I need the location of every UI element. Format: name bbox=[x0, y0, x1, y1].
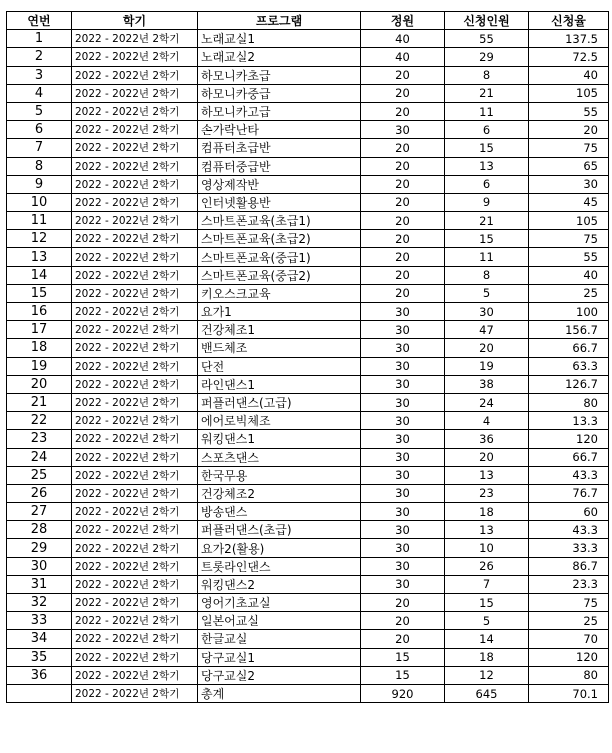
cell-rate: 66.7 bbox=[529, 339, 609, 357]
cell-program: 컴퓨터중급반 bbox=[198, 157, 361, 175]
cell-capacity: 20 bbox=[361, 175, 445, 193]
cell-rate: 65 bbox=[529, 157, 609, 175]
cell-applicants: 5 bbox=[445, 284, 529, 302]
cell-no: 17 bbox=[7, 321, 72, 339]
cell-program: 하모니카중급 bbox=[198, 84, 361, 102]
cell-program: 단전 bbox=[198, 357, 361, 375]
table-row bbox=[7, 557, 609, 575]
cell-program: 스마트폰교육(초급1) bbox=[198, 212, 361, 230]
cell-applicants: 14 bbox=[445, 630, 529, 648]
header-rate: 신청율 bbox=[529, 12, 609, 30]
table-row bbox=[7, 630, 609, 648]
cell-term: 2022 - 2022년 2학기 bbox=[72, 557, 198, 575]
cell-capacity: 30 bbox=[361, 484, 445, 502]
cell-capacity: 30 bbox=[361, 557, 445, 575]
cell-term: 2022 - 2022년 2학기 bbox=[72, 339, 198, 357]
cell-term: 2022 - 2022년 2학기 bbox=[72, 412, 198, 430]
cell-applicants: 12 bbox=[445, 666, 529, 684]
table-row bbox=[7, 193, 609, 211]
header-no: 연번 bbox=[7, 12, 72, 30]
cell-program: 트롯라인댄스 bbox=[198, 557, 361, 575]
cell-term: 2022 - 2022년 2학기 bbox=[72, 666, 198, 684]
cell-no: 20 bbox=[7, 375, 72, 393]
cell-term: 2022 - 2022년 2학기 bbox=[72, 84, 198, 102]
cell-no: 35 bbox=[7, 648, 72, 666]
cell-rate: 40 bbox=[529, 266, 609, 284]
table-row bbox=[7, 575, 609, 593]
table-row bbox=[7, 175, 609, 193]
cell-term: 2022 - 2022년 2학기 bbox=[72, 539, 198, 557]
table-row bbox=[7, 321, 609, 339]
cell-capacity: 20 bbox=[361, 284, 445, 302]
cell-capacity: 40 bbox=[361, 30, 445, 48]
cell-rate: 80 bbox=[529, 666, 609, 684]
cell-rate: 45 bbox=[529, 193, 609, 211]
table-row bbox=[7, 448, 609, 466]
cell-no: 16 bbox=[7, 303, 72, 321]
cell-term: 2022 - 2022년 2학기 bbox=[72, 121, 198, 139]
cell-term: 2022 - 2022년 2학기 bbox=[72, 193, 198, 211]
cell-no: 33 bbox=[7, 612, 72, 630]
cell-applicants: 15 bbox=[445, 139, 529, 157]
cell-program: 노래교실1 bbox=[198, 30, 361, 48]
cell-program: 스마트폰교육(중급1) bbox=[198, 248, 361, 266]
table-row bbox=[7, 430, 609, 448]
table-row bbox=[7, 30, 609, 48]
table-row bbox=[7, 303, 609, 321]
cell-capacity: 20 bbox=[361, 139, 445, 157]
table-row bbox=[7, 339, 609, 357]
header-program: 프로그램 bbox=[198, 12, 361, 30]
cell-no: 31 bbox=[7, 575, 72, 593]
cell-program: 요가2(활용) bbox=[198, 539, 361, 557]
cell-capacity: 20 bbox=[361, 193, 445, 211]
cell-capacity: 20 bbox=[361, 630, 445, 648]
header-capacity: 정원 bbox=[361, 12, 445, 30]
cell-program: 에어로빅체조 bbox=[198, 412, 361, 430]
table-row bbox=[7, 539, 609, 557]
cell-no: 9 bbox=[7, 175, 72, 193]
cell-rate: 20 bbox=[529, 121, 609, 139]
program-enrollment-table bbox=[6, 11, 609, 703]
cell-rate: 33.3 bbox=[529, 539, 609, 557]
cell-rate: 75 bbox=[529, 139, 609, 157]
cell-no: 11 bbox=[7, 212, 72, 230]
cell-applicants: 24 bbox=[445, 393, 529, 411]
cell-rate: 75 bbox=[529, 594, 609, 612]
cell-no: 36 bbox=[7, 666, 72, 684]
cell-term: 2022 - 2022년 2학기 bbox=[72, 375, 198, 393]
cell-applicants: 30 bbox=[445, 303, 529, 321]
cell-capacity: 30 bbox=[361, 575, 445, 593]
cell-program: 당구교실2 bbox=[198, 666, 361, 684]
cell-term: 2022 - 2022년 2학기 bbox=[72, 321, 198, 339]
cell-rate: 60 bbox=[529, 503, 609, 521]
cell-applicants: 15 bbox=[445, 594, 529, 612]
cell-term: 2022 - 2022년 2학기 bbox=[72, 212, 198, 230]
cell-capacity: 20 bbox=[361, 230, 445, 248]
cell-term: 2022 - 2022년 2학기 bbox=[72, 139, 198, 157]
cell-term: 2022 - 2022년 2학기 bbox=[72, 66, 198, 84]
cell-no: 34 bbox=[7, 630, 72, 648]
cell-no: 25 bbox=[7, 466, 72, 484]
cell-no: 14 bbox=[7, 266, 72, 284]
cell-capacity: 30 bbox=[361, 375, 445, 393]
cell-applicants: 8 bbox=[445, 66, 529, 84]
cell-no: 2 bbox=[7, 48, 72, 66]
cell-capacity: 20 bbox=[361, 594, 445, 612]
table-row bbox=[7, 594, 609, 612]
cell-rate: 25 bbox=[529, 284, 609, 302]
cell-applicants: 13 bbox=[445, 521, 529, 539]
cell-program: 영어기초교실 bbox=[198, 594, 361, 612]
cell-capacity: 15 bbox=[361, 666, 445, 684]
cell-rate: 72.5 bbox=[529, 48, 609, 66]
cell-term: 2022 - 2022년 2학기 bbox=[72, 102, 198, 120]
cell-rate: 80 bbox=[529, 393, 609, 411]
cell-rate: 70 bbox=[529, 630, 609, 648]
cell-program: 하모니카고급 bbox=[198, 102, 361, 120]
cell-capacity: 30 bbox=[361, 430, 445, 448]
cell-applicants: 19 bbox=[445, 357, 529, 375]
cell-capacity: 30 bbox=[361, 321, 445, 339]
cell-capacity: 20 bbox=[361, 266, 445, 284]
cell-no: 15 bbox=[7, 284, 72, 302]
cell-term: 2022 - 2022년 2학기 bbox=[72, 648, 198, 666]
cell-applicants: 6 bbox=[445, 121, 529, 139]
cell-program: 밴드체조 bbox=[198, 339, 361, 357]
cell-program: 일본어교실 bbox=[198, 612, 361, 630]
cell-no: 18 bbox=[7, 339, 72, 357]
table-row bbox=[7, 157, 609, 175]
header-term: 학기 bbox=[72, 12, 198, 30]
cell-rate: 30 bbox=[529, 175, 609, 193]
cell-program: 당구교실1 bbox=[198, 648, 361, 666]
cell-program: 라인댄스1 bbox=[198, 375, 361, 393]
cell-program: 퍼플러댄스(초급) bbox=[198, 521, 361, 539]
cell-no: 7 bbox=[7, 139, 72, 157]
cell-applicants: 8 bbox=[445, 266, 529, 284]
cell-applicants: 36 bbox=[445, 430, 529, 448]
cell-program: 퍼플러댄스(고급) bbox=[198, 393, 361, 411]
cell-applicants: 4 bbox=[445, 412, 529, 430]
cell-term: 2022 - 2022년 2학기 bbox=[72, 157, 198, 175]
cell-applicants: 6 bbox=[445, 175, 529, 193]
cell-applicants: 5 bbox=[445, 612, 529, 630]
cell-capacity: 30 bbox=[361, 357, 445, 375]
cell-rate: 156.7 bbox=[529, 321, 609, 339]
cell-capacity: 15 bbox=[361, 648, 445, 666]
cell-applicants: 20 bbox=[445, 339, 529, 357]
cell-program: 요가1 bbox=[198, 303, 361, 321]
cell-no: 6 bbox=[7, 121, 72, 139]
cell-rate: 100 bbox=[529, 303, 609, 321]
cell-applicants: 11 bbox=[445, 248, 529, 266]
cell-applicants: 645 bbox=[445, 684, 529, 702]
cell-capacity: 30 bbox=[361, 448, 445, 466]
table-row bbox=[7, 230, 609, 248]
cell-no: 13 bbox=[7, 248, 72, 266]
cell-capacity: 30 bbox=[361, 521, 445, 539]
cell-applicants: 47 bbox=[445, 321, 529, 339]
cell-applicants: 26 bbox=[445, 557, 529, 575]
cell-program: 한글교실 bbox=[198, 630, 361, 648]
total-row bbox=[7, 684, 609, 702]
cell-capacity: 30 bbox=[361, 303, 445, 321]
cell-capacity: 20 bbox=[361, 157, 445, 175]
table-row bbox=[7, 284, 609, 302]
table-row bbox=[7, 66, 609, 84]
cell-rate: 75 bbox=[529, 230, 609, 248]
table-row bbox=[7, 612, 609, 630]
cell-no: 26 bbox=[7, 484, 72, 502]
cell-capacity: 20 bbox=[361, 248, 445, 266]
cell-rate: 25 bbox=[529, 612, 609, 630]
cell-no: 4 bbox=[7, 84, 72, 102]
cell-capacity: 30 bbox=[361, 393, 445, 411]
cell-no: 30 bbox=[7, 557, 72, 575]
cell-term: 2022 - 2022년 2학기 bbox=[72, 630, 198, 648]
table-row bbox=[7, 102, 609, 120]
cell-program: 하모니카초급 bbox=[198, 66, 361, 84]
cell-term: 2022 - 2022년 2학기 bbox=[72, 230, 198, 248]
cell-program: 컴퓨터초급반 bbox=[198, 139, 361, 157]
cell-rate: 126.7 bbox=[529, 375, 609, 393]
cell-rate: 40 bbox=[529, 66, 609, 84]
cell-term: 2022 - 2022년 2학기 bbox=[72, 466, 198, 484]
cell-term: 2022 - 2022년 2학기 bbox=[72, 284, 198, 302]
cell-no: 19 bbox=[7, 357, 72, 375]
cell-capacity: 20 bbox=[361, 102, 445, 120]
cell-program: 키오스크교육 bbox=[198, 284, 361, 302]
cell-rate: 55 bbox=[529, 248, 609, 266]
cell-capacity: 20 bbox=[361, 84, 445, 102]
cell-rate: 43.3 bbox=[529, 466, 609, 484]
cell-term: 2022 - 2022년 2학기 bbox=[72, 30, 198, 48]
cell-applicants: 38 bbox=[445, 375, 529, 393]
cell-applicants: 9 bbox=[445, 193, 529, 211]
cell-rate: 13.3 bbox=[529, 412, 609, 430]
cell-applicants: 21 bbox=[445, 212, 529, 230]
cell-rate: 105 bbox=[529, 84, 609, 102]
cell-no: 8 bbox=[7, 157, 72, 175]
cell-applicants: 18 bbox=[445, 648, 529, 666]
cell-term: 2022 - 2022년 2학기 bbox=[72, 684, 198, 702]
cell-applicants: 7 bbox=[445, 575, 529, 593]
cell-capacity: 40 bbox=[361, 48, 445, 66]
cell-applicants: 15 bbox=[445, 230, 529, 248]
cell-rate: 55 bbox=[529, 102, 609, 120]
cell-no: 5 bbox=[7, 102, 72, 120]
cell-rate: 70.1 bbox=[529, 684, 609, 702]
cell-applicants: 20 bbox=[445, 448, 529, 466]
cell-rate: 120 bbox=[529, 430, 609, 448]
cell-program: 건강체조1 bbox=[198, 321, 361, 339]
cell-term: 2022 - 2022년 2학기 bbox=[72, 303, 198, 321]
cell-program: 손가락난타 bbox=[198, 121, 361, 139]
table-row bbox=[7, 521, 609, 539]
cell-no: 24 bbox=[7, 448, 72, 466]
cell-no: 22 bbox=[7, 412, 72, 430]
cell-program: 인터넷활용반 bbox=[198, 193, 361, 211]
cell-capacity: 20 bbox=[361, 612, 445, 630]
cell-capacity: 20 bbox=[361, 66, 445, 84]
table-row bbox=[7, 266, 609, 284]
cell-term: 2022 - 2022년 2학기 bbox=[72, 248, 198, 266]
cell-term: 2022 - 2022년 2학기 bbox=[72, 503, 198, 521]
cell-applicants: 11 bbox=[445, 102, 529, 120]
cell-no: 28 bbox=[7, 521, 72, 539]
table-row bbox=[7, 48, 609, 66]
cell-no: 27 bbox=[7, 503, 72, 521]
table-row bbox=[7, 412, 609, 430]
table-row bbox=[7, 121, 609, 139]
cell-no: 21 bbox=[7, 393, 72, 411]
table-row bbox=[7, 357, 609, 375]
cell-term: 2022 - 2022년 2학기 bbox=[72, 357, 198, 375]
cell-applicants: 13 bbox=[445, 157, 529, 175]
cell-term: 2022 - 2022년 2학기 bbox=[72, 266, 198, 284]
cell-term: 2022 - 2022년 2학기 bbox=[72, 612, 198, 630]
cell-applicants: 23 bbox=[445, 484, 529, 502]
cell-program: 한국무용 bbox=[198, 466, 361, 484]
cell-rate: 86.7 bbox=[529, 557, 609, 575]
cell-program: 영상제작반 bbox=[198, 175, 361, 193]
cell-program: 방송댄스 bbox=[198, 503, 361, 521]
table-row bbox=[7, 139, 609, 157]
cell-rate: 137.5 bbox=[529, 30, 609, 48]
cell-capacity: 30 bbox=[361, 339, 445, 357]
cell-rate: 43.3 bbox=[529, 521, 609, 539]
cell-term: 2022 - 2022년 2학기 bbox=[72, 594, 198, 612]
table-row bbox=[7, 503, 609, 521]
cell-program: 스마트폰교육(중급2) bbox=[198, 266, 361, 284]
cell-rate: 23.3 bbox=[529, 575, 609, 593]
cell-program: 워킹댄스1 bbox=[198, 430, 361, 448]
cell-term: 2022 - 2022년 2학기 bbox=[72, 430, 198, 448]
cell-capacity: 30 bbox=[361, 466, 445, 484]
cell-applicants: 13 bbox=[445, 466, 529, 484]
cell-no bbox=[7, 684, 72, 702]
cell-no: 10 bbox=[7, 193, 72, 211]
table-row bbox=[7, 393, 609, 411]
cell-no: 23 bbox=[7, 430, 72, 448]
cell-capacity: 920 bbox=[361, 684, 445, 702]
cell-program: 노래교실2 bbox=[198, 48, 361, 66]
cell-applicants: 21 bbox=[445, 84, 529, 102]
table-row bbox=[7, 248, 609, 266]
cell-rate: 63.3 bbox=[529, 357, 609, 375]
cell-rate: 105 bbox=[529, 212, 609, 230]
table-row bbox=[7, 212, 609, 230]
cell-term: 2022 - 2022년 2학기 bbox=[72, 175, 198, 193]
cell-term: 2022 - 2022년 2학기 bbox=[72, 484, 198, 502]
cell-program: 스포츠댄스 bbox=[198, 448, 361, 466]
cell-term: 2022 - 2022년 2학기 bbox=[72, 393, 198, 411]
cell-no: 32 bbox=[7, 594, 72, 612]
cell-applicants: 55 bbox=[445, 30, 529, 48]
cell-capacity: 30 bbox=[361, 503, 445, 521]
cell-rate: 120 bbox=[529, 648, 609, 666]
cell-program: 워킹댄스2 bbox=[198, 575, 361, 593]
cell-term: 2022 - 2022년 2학기 bbox=[72, 48, 198, 66]
table-row bbox=[7, 375, 609, 393]
table-row bbox=[7, 466, 609, 484]
cell-rate: 66.7 bbox=[529, 448, 609, 466]
cell-term: 2022 - 2022년 2학기 bbox=[72, 448, 198, 466]
cell-program: 스마트폰교육(초급2) bbox=[198, 230, 361, 248]
header-applicants: 신청인원 bbox=[445, 12, 529, 30]
cell-term: 2022 - 2022년 2학기 bbox=[72, 575, 198, 593]
table-row bbox=[7, 484, 609, 502]
table-row bbox=[7, 666, 609, 684]
cell-capacity: 30 bbox=[361, 412, 445, 430]
cell-program: 총계 bbox=[198, 684, 361, 702]
cell-no: 3 bbox=[7, 66, 72, 84]
cell-capacity: 30 bbox=[361, 121, 445, 139]
cell-applicants: 10 bbox=[445, 539, 529, 557]
cell-applicants: 29 bbox=[445, 48, 529, 66]
cell-applicants: 18 bbox=[445, 503, 529, 521]
cell-no: 12 bbox=[7, 230, 72, 248]
cell-program: 건강체조2 bbox=[198, 484, 361, 502]
cell-term: 2022 - 2022년 2학기 bbox=[72, 521, 198, 539]
cell-capacity: 20 bbox=[361, 212, 445, 230]
cell-capacity: 30 bbox=[361, 539, 445, 557]
cell-rate: 76.7 bbox=[529, 484, 609, 502]
header-row bbox=[7, 12, 609, 30]
cell-no: 1 bbox=[7, 30, 72, 48]
table-row bbox=[7, 648, 609, 666]
cell-no: 29 bbox=[7, 539, 72, 557]
table-row bbox=[7, 84, 609, 102]
